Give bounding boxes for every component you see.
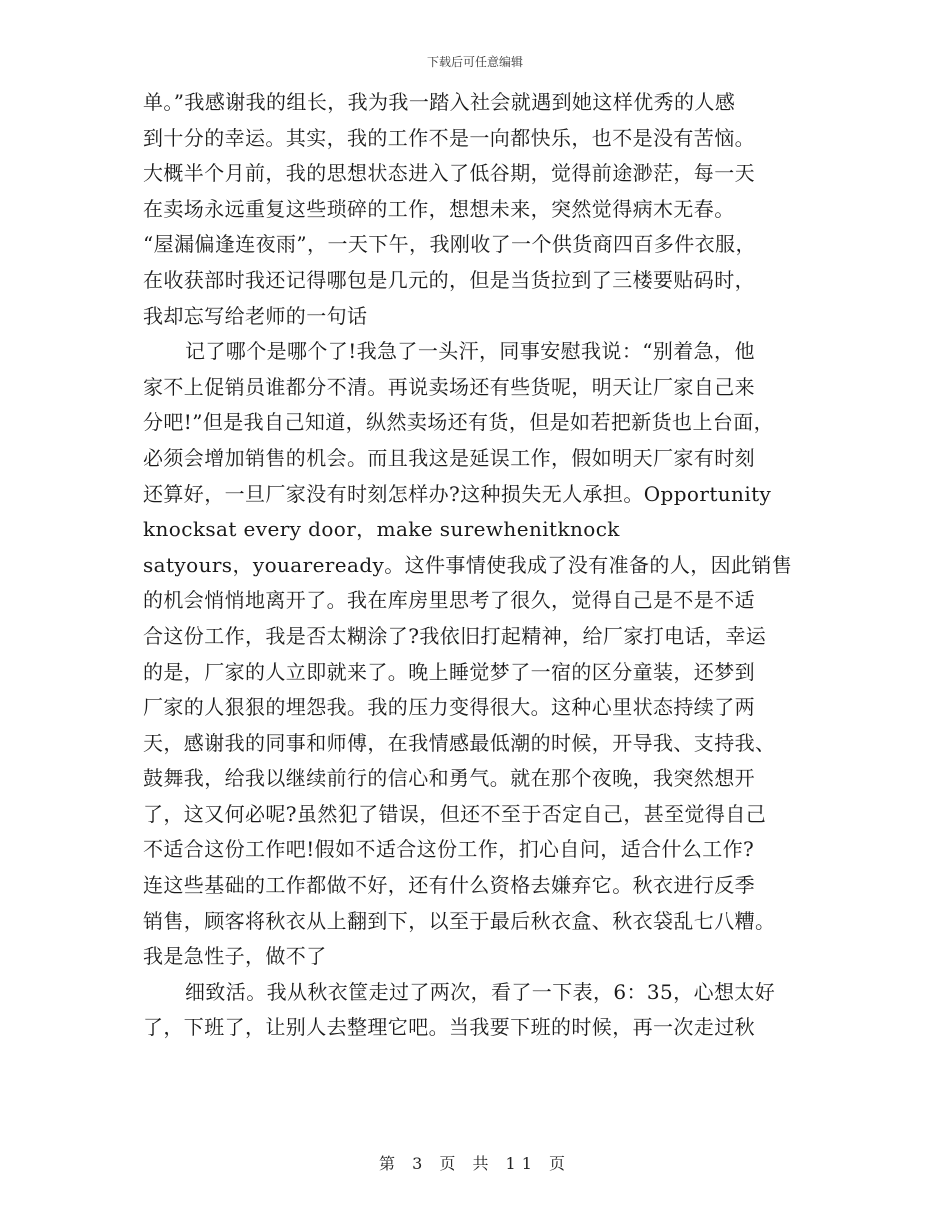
text-line: 连这些基础的工作都做不好，还有什么资格去嫌弃它。秋衣进行反季 <box>143 873 755 898</box>
page-header: 下载后可任意编辑 <box>426 55 523 69</box>
text-line: 销售，顾客将秋衣从上翻到下，以至于最后秋衣盒、秋衣袋乱七八糟。 <box>143 908 776 933</box>
paragraph-start-line: 记了哪个是哪个了!我急了一头汗，同事安慰我说：“别着急，他 <box>185 339 755 364</box>
text-line: 我却忘写给老师的一句话 <box>143 303 368 328</box>
paragraph-start-line: 细致活。我从秋衣筐走过了两次，看了一下表，6：35，心想太好 <box>185 979 776 1004</box>
text-line: “屋漏偏逢连夜雨”，一天下午，我刚收了一个供货商四百多件衣服， <box>143 232 756 257</box>
text-line: 的是，厂家的人立即就来了。晚上睡觉梦了一宿的区分童装，还梦到 <box>143 659 755 684</box>
body-text <box>143 85 823 1046</box>
page-footer: 第 3 页 共 11 页 <box>379 1154 571 1173</box>
text-line: 鼓舞我，给我以继续前行的信心和勇气。就在那个夜晚，我突然想开 <box>143 766 755 791</box>
text-line: satyours，youareready。这件事情使我成了没有准备的人，因此销售 <box>143 552 793 577</box>
text-line: 大概半个月前，我的思想状态进入了低谷期，觉得前途渺茫，每一天 <box>143 161 755 186</box>
text-line: 我是急性子，做不了 <box>143 944 327 969</box>
text-line: 分吧!”但是我自己知道，纵然卖场还有货，但是如若把新货也上台面， <box>143 410 775 435</box>
text-line: 的机会悄悄地离开了。我在库房里思考了很久，觉得自己是不是不适 <box>143 588 755 613</box>
text-line: 单。”我感谢我的组长，我为我一踏入社会就遇到她这样优秀的人感 <box>143 90 736 114</box>
text-line: 还算好，一旦厂家没有时刻怎样办?这种损失无人承担。Opportunity <box>143 481 772 506</box>
text-line: 不适合这份工作吧!假如不适合这份工作，扪心自问，适合什么工作? <box>143 837 755 862</box>
text-line: knocksat every door，make surewhenitknock <box>143 517 620 542</box>
text-line: 天，感谢我的同事和师傅，在我情感最低潮的时候，开导我、支持我、 <box>143 730 776 755</box>
text-line: 必须会增加销售的机会。而且我这是延误工作，假如明天厂家有时刻 <box>143 445 755 470</box>
text-line: 在卖场永远重复这些琐碎的工作，想想未来，突然觉得病木无春。 <box>143 196 735 221</box>
text-line: 厂家的人狠狠的埋怨我。我的压力变得很大。这种心里状态持续了两 <box>143 695 755 720</box>
text-line: 合这份工作，我是否太糊涂了?我依旧打起精神，给厂家打电话，幸运 <box>143 623 767 648</box>
text-line: 了，这又何必呢?虽然犯了错误，但还不至于否定自己，甚至觉得自己 <box>143 801 767 826</box>
text-line: 了，下班了，让别人去整理它吧。当我要下班的时候，再一次走过秋 <box>143 1015 755 1040</box>
text-line: 在收获部时我还记得哪包是几元的，但是当货拉到了三楼要贴码时， <box>143 267 755 292</box>
text-line: 到十分的幸运。其实，我的工作不是一向都快乐，也不是没有苦恼。 <box>143 125 755 150</box>
text-line: 家不上促销员谁都分不清。再说卖场还有些货呢，明天让厂家自己来 <box>143 374 755 399</box>
